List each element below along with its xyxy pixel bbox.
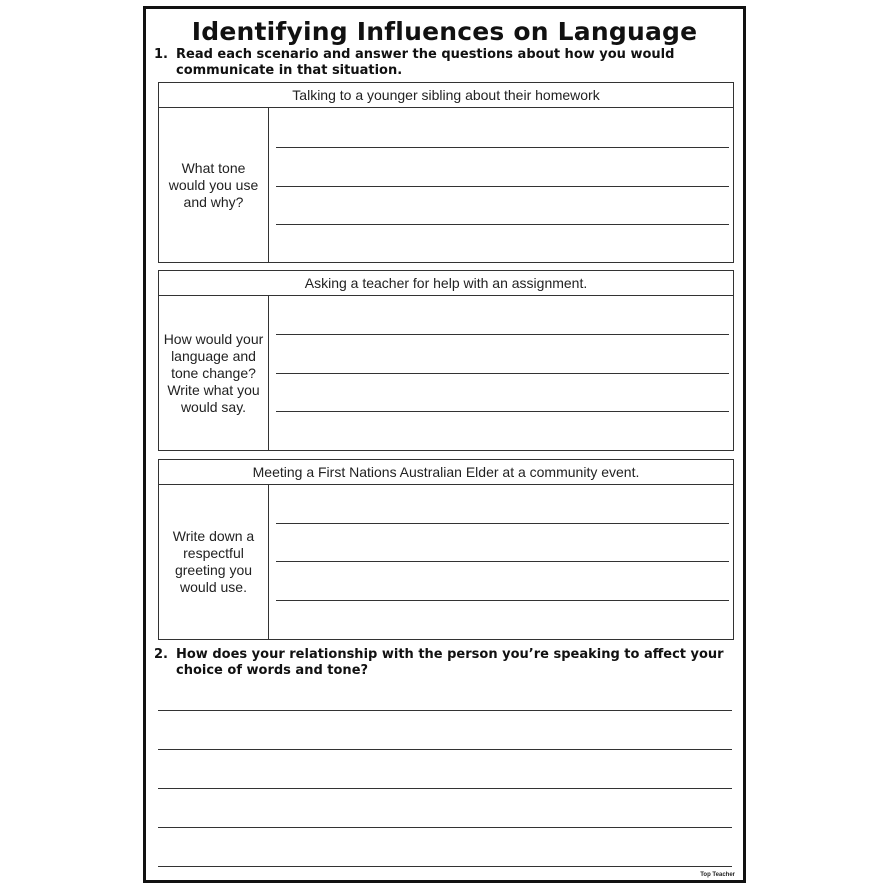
answer-line[interactable]: [276, 561, 729, 562]
scenario-body: [159, 108, 733, 262]
answer-area[interactable]: [270, 108, 733, 262]
answer-line[interactable]: [276, 186, 729, 187]
question-2: [154, 647, 734, 679]
worksheet-page: [143, 6, 746, 883]
scenario-box-1: [158, 82, 734, 263]
answer-line[interactable]: [158, 788, 732, 789]
answer-line[interactable]: [276, 334, 729, 335]
answer-line[interactable]: [276, 147, 729, 148]
brand-label: Top Teacher: [700, 872, 735, 878]
answer-line[interactable]: [158, 749, 732, 750]
answer-line[interactable]: [158, 827, 732, 828]
question-2-text: How does your relationship with the person you’re speaking to affect your choice of words and tone?: [176, 647, 724, 678]
answer-area[interactable]: [270, 296, 733, 450]
answer-line[interactable]: [276, 523, 729, 524]
answer-line[interactable]: [276, 411, 729, 412]
answer-line[interactable]: [276, 373, 729, 374]
scenario-heading: Asking a teacher for help with an assignment.: [159, 271, 733, 296]
page-title: Identifying Influences on Language: [191, 17, 698, 46]
answer-area[interactable]: [270, 485, 733, 639]
scenario-prompt: Write down a respectful greeting you would use.: [159, 485, 269, 639]
question-1-text: Read each scenario and answer the questions about how you would communicate in that situation.: [176, 47, 675, 78]
answer-line[interactable]: [158, 866, 732, 867]
scenario-body: [159, 296, 733, 450]
scenario-box-2: [158, 270, 734, 451]
question-2-number: 2.: [154, 647, 168, 662]
scenario-heading: Talking to a younger sibling about their homework: [159, 83, 733, 108]
scenario-prompt: How would your language and tone change? Write what you would say.: [159, 296, 269, 450]
answer-line[interactable]: [276, 600, 729, 601]
answer-line[interactable]: [158, 710, 732, 711]
scenario-body: [159, 485, 733, 639]
question-1: [154, 47, 734, 79]
scenario-prompt: What tone would you use and why?: [159, 108, 269, 262]
scenario-box-3: [158, 459, 734, 640]
question-1-number: 1.: [154, 47, 168, 62]
answer-line[interactable]: [276, 224, 729, 225]
scenario-heading: Meeting a First Nations Australian Elder at a community event.: [159, 460, 733, 485]
